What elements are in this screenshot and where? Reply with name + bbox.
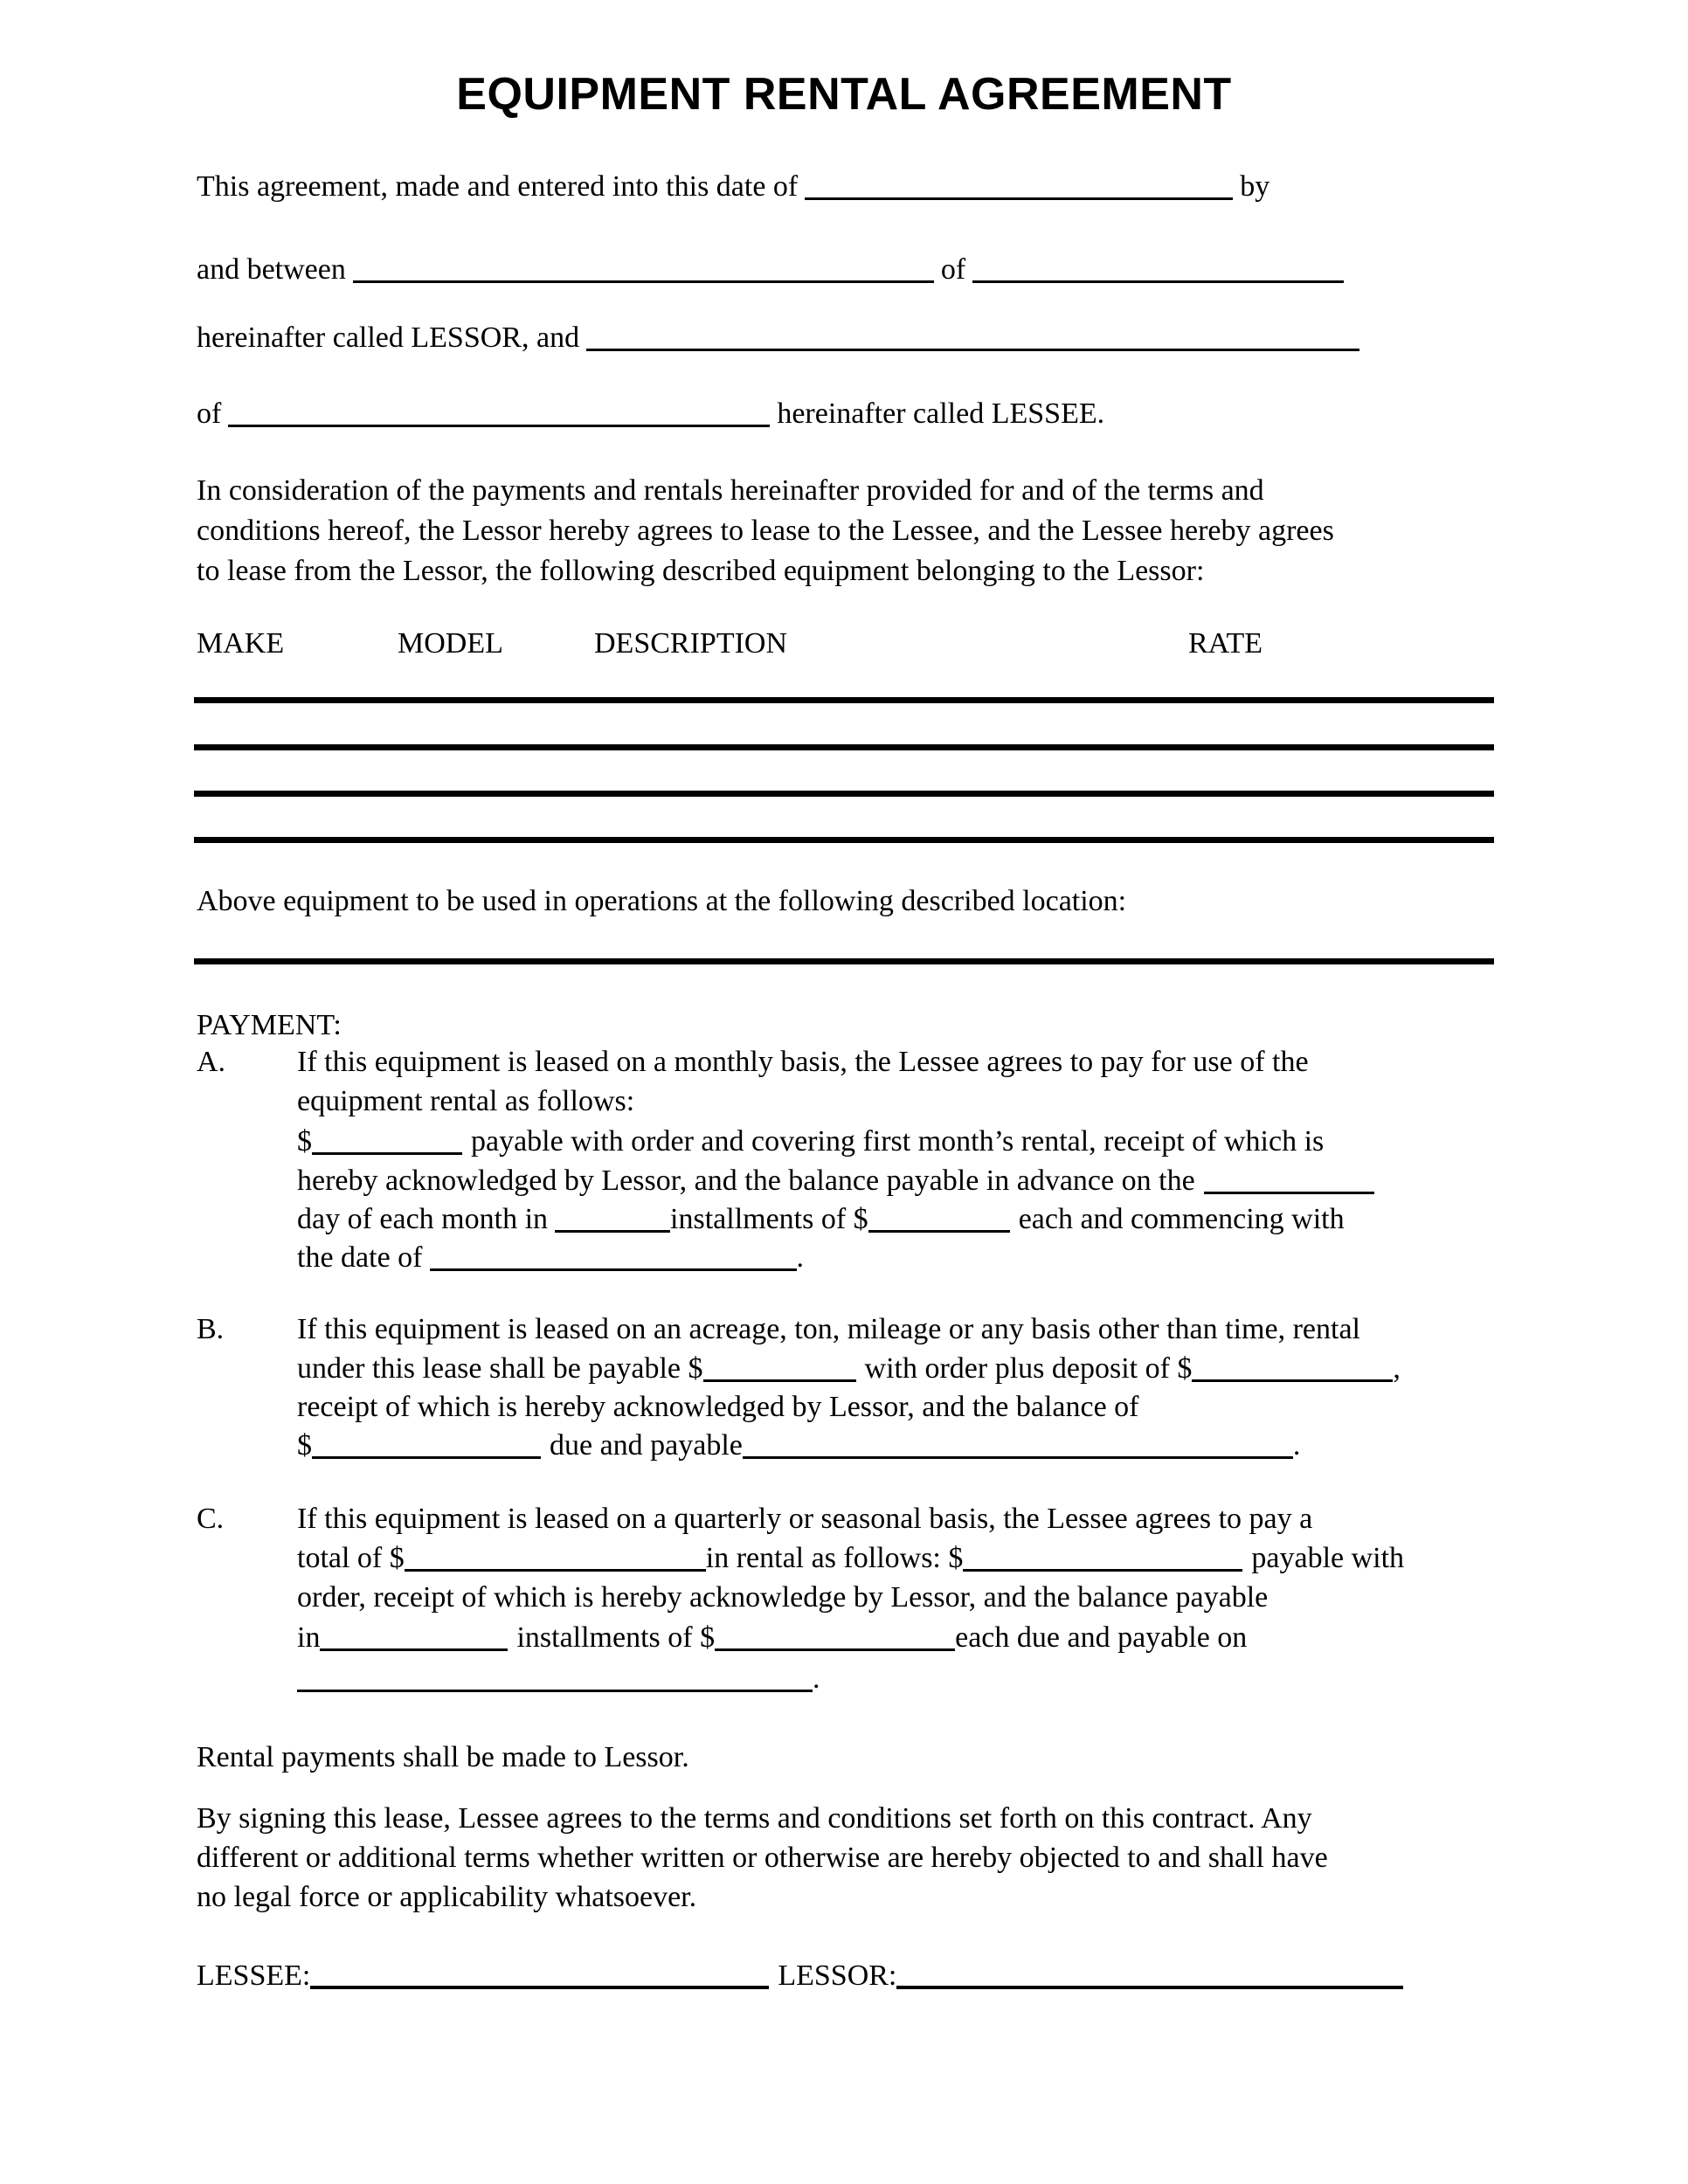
intro-line-2-of: of [940,253,966,286]
payment-b-line-2-text-1: under this lease shall be payable $ [297,1352,703,1385]
consideration-line-3: to lease from the Lessor, the following described equipment belonging to the Lessor: [197,555,1205,587]
lessor-label: LESSOR: [778,1959,897,1992]
closing-line-3: no legal force or applicability whatsoever. [197,1881,697,1913]
intro-line-1-text: This agreement, made and entered into this date of [197,170,799,203]
equipment-row-line-1 [194,697,1494,703]
payment-a-line-2: equipment rental as follows: [297,1085,635,1117]
payment-c-line-3: order, receipt of which is hereby acknowledge by Lessor, and the balance payable [297,1581,1269,1614]
payment-a-line-5-text-2: installments of $ [670,1203,868,1235]
payment-c-line-2-text-1: total of $ [297,1542,405,1574]
payment-c-line-5-period: . [813,1662,820,1695]
installment-amount-blank-a [868,1230,1010,1233]
payment-c-label: C. [197,1503,225,1535]
signature-line [197,1959,1403,1993]
payment-c-line-2-text-3: payable with [1251,1542,1405,1574]
payment-c-line-1 [197,1503,1312,1536]
payment-a-line-5-text-1: day of each month in [297,1203,549,1235]
location-label: Above equipment to be used in operations at the following described location: [197,885,1127,917]
column-header-rate: RATE [1188,627,1263,660]
equipment-row-line-4 [194,837,1494,843]
intro-line-4-of: of [197,397,222,430]
lessee-signature-blank [310,1986,769,1989]
first-month-amount-blank [312,1152,462,1155]
payment-b-line-2 [297,1352,1401,1386]
intro-line-1 [197,170,1269,204]
initial-payment-blank [963,1569,1242,1572]
due-date-blank-c [297,1690,813,1692]
payment-c-line-4 [297,1621,1247,1655]
payment-a-line-5 [297,1203,1345,1236]
balance-due-date-blank [743,1456,1293,1459]
closing-line-2: different or additional terms whether written or otherwise are hereby objected to and shall have [197,1842,1328,1874]
payment-b-dollar-sign: $ [297,1429,312,1462]
equipment-row-line-3 [194,791,1494,797]
payment-a-line-4-text: hereby acknowledged by Lessor, and the balance payable in advance on the [297,1165,1195,1197]
agreement-date-blank [805,197,1233,200]
payment-heading: PAYMENT: [197,1009,342,1041]
column-header-model: MODEL [398,627,503,660]
payment-a-line-3-text: payable with order and covering first month’s rental, receipt of which is [471,1125,1325,1158]
intro-line-2 [197,253,1344,287]
payment-c-line-5 [297,1662,820,1696]
payment-a-line-4 [297,1165,1374,1198]
lessee-location-blank [228,425,770,427]
payment-c-line-4-text-2: installments of $ [516,1621,716,1654]
payment-a-line-1-text: If this equipment is leased on a monthly basis, the Lessee agrees to pay for use of the [297,1046,1309,1078]
payment-b-line-1-text: If this equipment is leased on an acreage, ton, mileage or any basis other than time, rental [297,1313,1360,1345]
closing-line-1: By signing this lease, Lessee agrees to the terms and conditions set forth on this contract. Any [197,1802,1312,1835]
deposit-amount-blank [1192,1379,1393,1382]
location-blank-line [194,958,1494,964]
total-amount-blank [405,1569,706,1572]
intro-line-4 [197,397,1104,431]
payment-a-dollar-sign: $ [297,1125,312,1158]
consideration-line-1: In consideration of the payments and rentals hereinafter provided for and of the terms and [197,474,1264,507]
document-title: EQUIPMENT RENTAL AGREEMENT [456,69,1232,120]
payment-b-line-2-text-2: with order plus deposit of $ [864,1352,1193,1385]
payment-c-line-1-text: If this equipment is leased on a quarterly or seasonal basis, the Lessee agrees to pay a [297,1503,1313,1535]
payment-b-line-1 [197,1313,1360,1346]
intro-line-1-suffix: by [1240,170,1270,203]
lessor-signature-blank [896,1986,1403,1989]
payment-b-line-4 [297,1429,1300,1462]
payment-a-line-6-text: the date of [297,1241,423,1274]
payment-c-line-4-text-1: in [297,1621,321,1654]
intro-line-2-text: and between [197,253,346,286]
payment-a-line-1 [197,1046,1309,1079]
intro-line-3-text: hereinafter called LESSOR, and [197,321,580,354]
column-header-description: DESCRIPTION [594,627,788,660]
payment-b-line-3: receipt of which is hereby acknowledged by Lessor, and the balance of [297,1391,1139,1423]
payment-b-line-2-comma: , [1393,1352,1401,1385]
rental-note: Rental payments shall be made to Lessor. [197,1741,689,1773]
consideration-line-2: conditions hereof, the Lessor hereby agrees to lease to the Lessee, and the Lessee hereby agrees [197,515,1334,547]
lessee-name-blank [586,349,1359,351]
payment-b-line-4-text: due and payable [550,1429,743,1462]
rate-amount-blank [703,1379,856,1382]
party-name-blank [353,280,934,283]
payment-a-label: A. [197,1046,226,1078]
installment-amount-blank-c [715,1648,955,1651]
payment-b-label: B. [197,1313,225,1345]
installments-count-blank-a [555,1230,670,1233]
party-location-blank [972,280,1344,283]
intro-line-4-suffix: hereinafter called LESSEE. [777,397,1105,430]
payment-a-line-6-period: . [796,1241,804,1274]
lessee-label: LESSEE: [197,1959,311,1992]
balance-amount-blank [312,1456,541,1459]
payment-a-line-6 [297,1241,804,1275]
commencement-date-blank [430,1268,797,1271]
payment-c-line-4-text-3: each due and payable on [955,1621,1248,1654]
due-day-blank [1204,1192,1374,1194]
payment-a-line-3 [297,1125,1324,1158]
column-header-make: MAKE [197,627,285,660]
intro-line-3 [197,321,1359,355]
payment-c-line-2-text-2: in rental as follows: $ [705,1542,964,1574]
payment-a-line-5-text-3: each and commencing with [1018,1203,1345,1235]
payment-b-line-4-period: . [1292,1429,1301,1462]
equipment-row-line-2 [194,744,1494,750]
payment-c-line-2 [297,1542,1404,1575]
installments-count-blank-c [320,1648,508,1651]
